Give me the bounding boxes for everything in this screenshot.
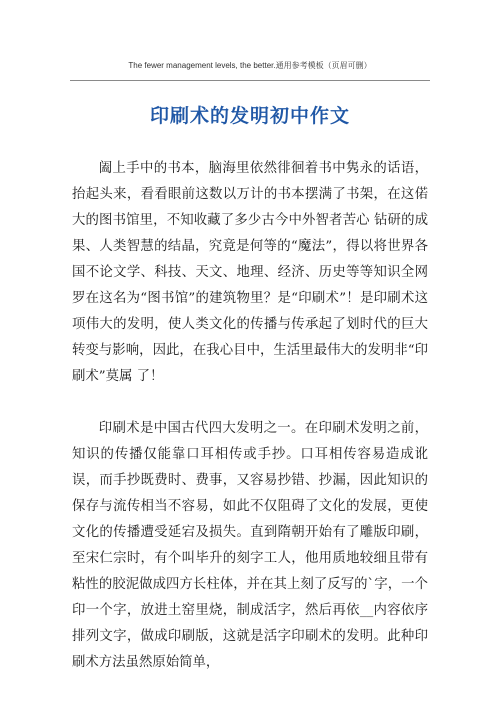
document-title: 印刷术的发明初中作文 — [149, 105, 350, 127]
header-divider — [70, 80, 430, 81]
document-body — [72, 156, 428, 702]
paragraph-2: 印刷术是中国古代四大发明之一。在印刷术发明之前，知识的传播仅能靠口耳相传或手抄。口耳相传容易造成讹误，而手抄既费时、费事，又容易抄错、抄漏，因此知识的保存与流传相当不容易，如此不仅阻碍了文化的发展，更使文化的传播遭受延宕及损失。直到隋朝开始有了雕版印刷，至宋仁宗时，有个叫毕升的刻字工人，他用质地较细且带有粘性的胶泥做成四方长柱体，并在其上刻了反写的`字，一个印一个字，放进土窑里烧，制成活字，然后再依__内容依序排列文字，做成印刷版，这就是活字印刷术的发明。此种印刷术方法虽然原始简单， — [72, 421, 428, 670]
page-header: The fewer management levels, the better.通用参考模板（页眉可删） — [128, 61, 372, 70]
paragraph-1: 阖上手中的书本，脑海里依然徘徊着书中隽永的话语，抬起头来，看看眼前这数以万计的书本摆满了书架，在这偌大的图书馆里，不知收藏了多少古今中外智者苦心 钻研的成果、人类智慧的结晶，究竟是何等的“魔法”，得以将世界各国不论文学、科技、天文、地理、经济、历史等等知识全网罗在这名为“图书馆”的建筑物里？是“印刷术”！是印刷术这项伟大的发明，使人类文化的传播与传承起了划时代的巨大转变与影响，因此，在我心目中，生活里最伟大的发明非“印刷术”莫属 了！ — [72, 161, 428, 384]
